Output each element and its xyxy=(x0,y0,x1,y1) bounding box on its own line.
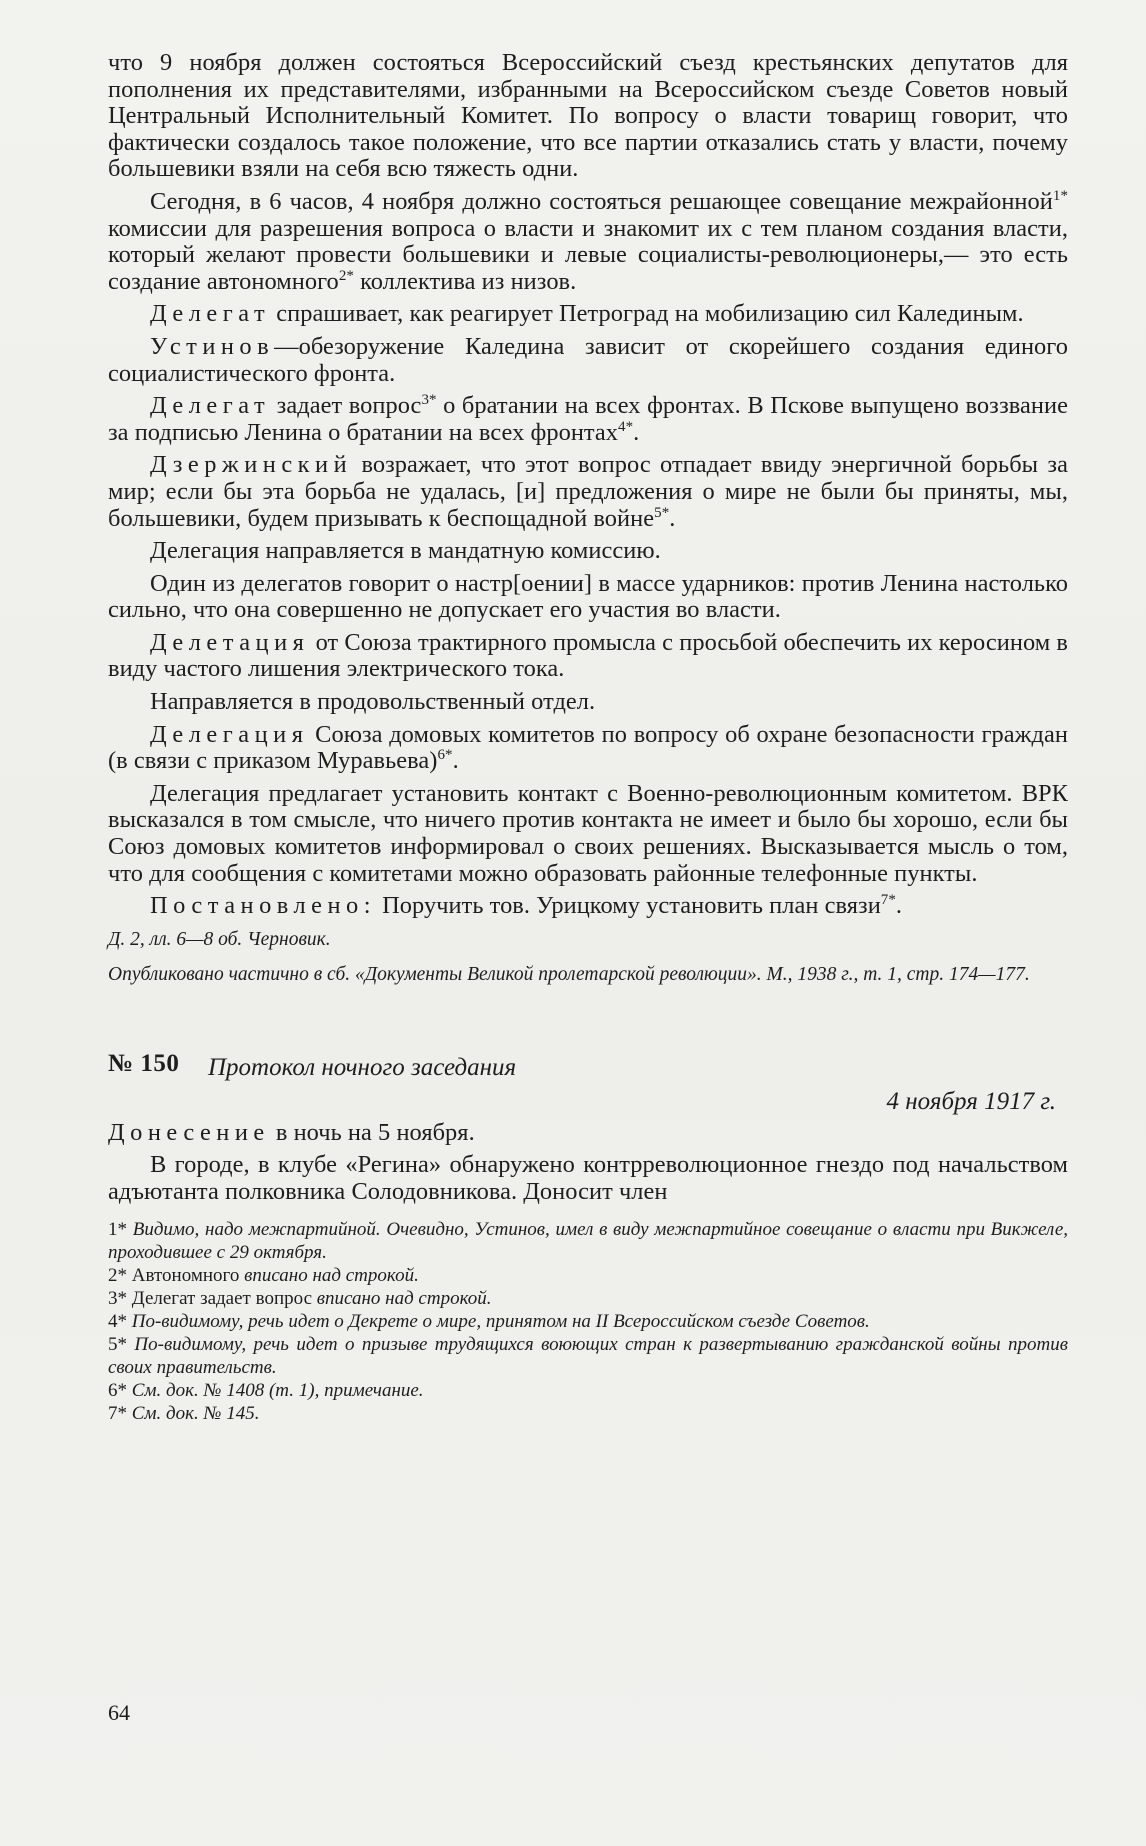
footnote-4: 4* По-видимому, речь идет о Декрете о мире, принятом на II Всероссийском съезде Советов. xyxy=(108,1310,870,1332)
paragraph-2: Сегодня, в 6 часов, 4 ноября должно состояться решающее совещание межрайонной$^{1*}$ комиссии для разрешения вопроса о власти и знакомит их с тем планом создания власти, который желают провести большевики и левые социалисты-революционеры,— это есть создание автономного$^{2*}$ коллектива из низов. xyxy=(108,187,1068,295)
footnote-ref: 5* xyxy=(654,504,670,521)
paragraph-7: Делегация направляется в мандатную комиссию. xyxy=(150,537,661,565)
footnote-ref: 7* xyxy=(880,892,896,909)
speaker: Донесение xyxy=(108,1118,270,1146)
publication-source: Опубликовано частично в сб. «Документы Великой пролетарской революции». М., 1938 г., т. 1, стр. 174—177. xyxy=(108,963,1030,985)
paragraph-14: В городе, в клубе «Регина» обнаружено контрреволюционное гнездо под начальством адъютанта полковника Солодовникова. Доносит член xyxy=(108,1151,1068,1205)
page-content xyxy=(108,50,1068,1425)
speaker: Делегат xyxy=(150,392,271,420)
paragraph-12: Делегация предлагает установить контакт с Военно-революционным комитетом. ВРК высказался в том смысле, что ничего против контакта не имеет и было бы хорошо, если бы Союз домовых комитетов информировал о своих решениях. Высказывается мысль о том, что для сообщения с комитетами можно образовать районные телефонные пункты. xyxy=(108,779,1068,887)
footnote-6: 6* См. док. № 1408 (т. 1), примечание. xyxy=(108,1379,424,1401)
footnote-3: 3* Делегат задает вопрос вписано над строкой. xyxy=(108,1287,492,1309)
speaker: Постановлено: xyxy=(150,892,376,920)
document-heading xyxy=(108,1048,1068,1114)
footnote-ref: 1* xyxy=(1052,187,1068,204)
paragraph-10: Направляется в продовольственный отдел. xyxy=(150,688,596,716)
document-number: № 150 xyxy=(108,1049,180,1077)
document-title: Протокол ночного заседания xyxy=(208,1053,517,1081)
archive-source: Д. 2, лл. 6—8 об. Черновик. xyxy=(108,928,331,950)
footnote-ref: 3* xyxy=(421,392,437,409)
speaker: Устинов xyxy=(150,332,275,360)
footnote-ref: 4* xyxy=(618,418,634,435)
footnote-ref: 6* xyxy=(437,747,453,764)
paragraph-9: Делетация от Союза трактирного промысла с просьбой обеспечить их керосином в виду частого лишения электрического тока. xyxy=(108,628,1068,683)
speaker: Делетация xyxy=(150,628,310,656)
speaker: Делегация xyxy=(150,720,309,748)
footnote-2: 2* Автономного вписано над строкой. xyxy=(108,1264,419,1286)
report-line: Донесение в ночь на 5 ноября. xyxy=(108,1118,475,1146)
paragraph-6: Дзержинский возражает, что этот вопрос отпадает ввиду энергичной борьбы за мир; если бы эта борьба не удалась, [и] предложения о мире не были бы приняты, мы, большевики, будем призывать к беспощадной войне$^{5*}$. xyxy=(108,451,1068,532)
paragraph-4: Устинов—обезоружение Каледина зависит от скорейшего создания единого социалистического фронта. xyxy=(108,332,1068,387)
paragraph-8: Один из делегатов говорит о настр[оении] в массе ударников: против Ленина настолько сильно, что она совершенно не допускает его участия во власти. xyxy=(108,569,1068,624)
document-date: 4 ноября 1917 г. xyxy=(886,1087,1056,1115)
footnotes xyxy=(108,1218,1068,1425)
footnote-5: 5* По-видимому, речь идет о призыве трудящихся воюющих стран к развертыванию гражданской войны против своих правительств. xyxy=(108,1333,1068,1378)
paragraph-11: Делегация Союза домовых комитетов по вопросу об охране безопасности граждан (в связи с приказом Муравьева)$^{6*}$. xyxy=(108,720,1068,775)
page-number: 64 xyxy=(108,1700,130,1725)
paragraph-1: что 9 ноября должен состояться Всероссийский съезд крестьянских депутатов для пополнения их представителями, избранными на Всероссийском съезде Советов новый Центральный Исполнительный Комитет. По вопросу о власти товарищ говорит, что фактически создалось такое положение, что все партии отказались стать у власти, почему большевики взяли на себя всю тяжесть одни. xyxy=(108,49,1068,183)
paragraph-5: Делегат задает вопрос$^{3*}$ о братании на всех фронтах. В Пскове выпущено воззвание за подписью Ленина о братании на всех фронтах$^{4*}$. xyxy=(108,392,1068,446)
paragraph-13: Постановлено: Поручить тов. Урицкому установить план связи$^{7*}$. xyxy=(150,892,903,920)
speaker: Делегат xyxy=(150,300,271,328)
footnote-1: 1* Видимо, надо межпартийной. Очевидно, Устинов, имел в виду межпартийное совещание о власти при Викжеле, проходившее с 29 октября. xyxy=(108,1218,1068,1263)
footnote-7: 7* См. док. № 145. xyxy=(108,1402,260,1424)
speaker: Дзержинский xyxy=(150,451,353,479)
paragraph-3: Делегат спрашивает, как реагирует Петроград на мобилизацию сил Калединым. xyxy=(150,300,1024,328)
footnote-ref: 2* xyxy=(338,267,354,284)
